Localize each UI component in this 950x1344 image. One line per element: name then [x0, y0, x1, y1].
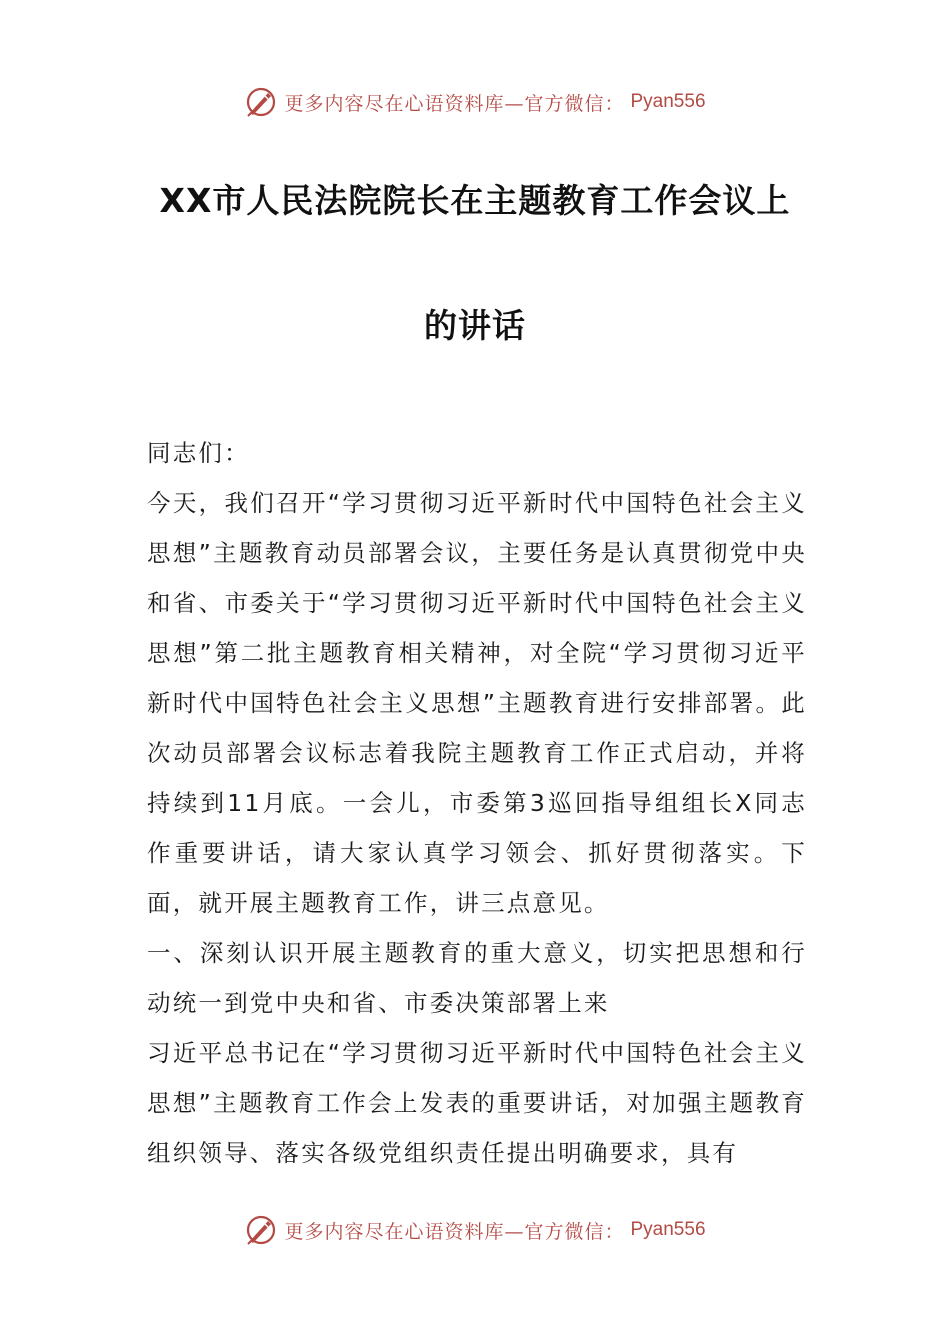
salutation-paragraph: 同志们：: [147, 439, 250, 467]
watermark-text: 更多内容尽在心语资料库—官方微信：: [284, 92, 625, 115]
watermark-wechat-id: Pyan556: [630, 91, 706, 112]
body-paragraph: 今天，我们召开“学习贯彻习近平新时代中国特色社会主义思想”主题教育动员部署会议，主要任务是认真贯彻党中央和省、市委关于“学习贯彻习近平新时代中国特色社会主义思想”第二批主题教育相关精神，对全院“学习贯彻习近平新时代中国特色社会主义思想”主题教育进行安排部署。此次动员部署会议标志着我院主题教育工作正式启动，并将持续到11月底。一会儿，市委第3巡回指导组组长X同志作重要讲话，请大家认真学习领会、抓好贯彻落实。下面，就开展主题教育工作，讲三点意见。: [147, 489, 807, 917]
watermark-wechat-id: Pyan556: [630, 1219, 706, 1240]
watermark-banner-bottom: [0, 1210, 950, 1250]
watermark-text: 更多内容尽在心语资料库—官方微信：: [284, 1220, 625, 1243]
document-title-line1: XX市人民法院院长在主题教育工作会议上: [159, 181, 791, 220]
document-body: [147, 428, 807, 1178]
pen-circle-icon: [244, 85, 278, 119]
body-paragraph: 习近平总书记在“学习贯彻习近平新时代中国特色社会主义思想”主题教育工作会上发表的重要讲话，对加强主题教育组织领导、落实各级党组织责任提出明确要求，具有: [147, 1039, 807, 1167]
watermark-banner-top: [0, 82, 950, 122]
pen-circle-icon: [244, 1213, 278, 1247]
section-heading: 一、深刻认识开展主题教育的重大意义，切实把思想和行动统一到党中央和省、市委决策部署上来: [147, 939, 807, 1017]
document-title-line2: 的讲话: [424, 306, 526, 345]
